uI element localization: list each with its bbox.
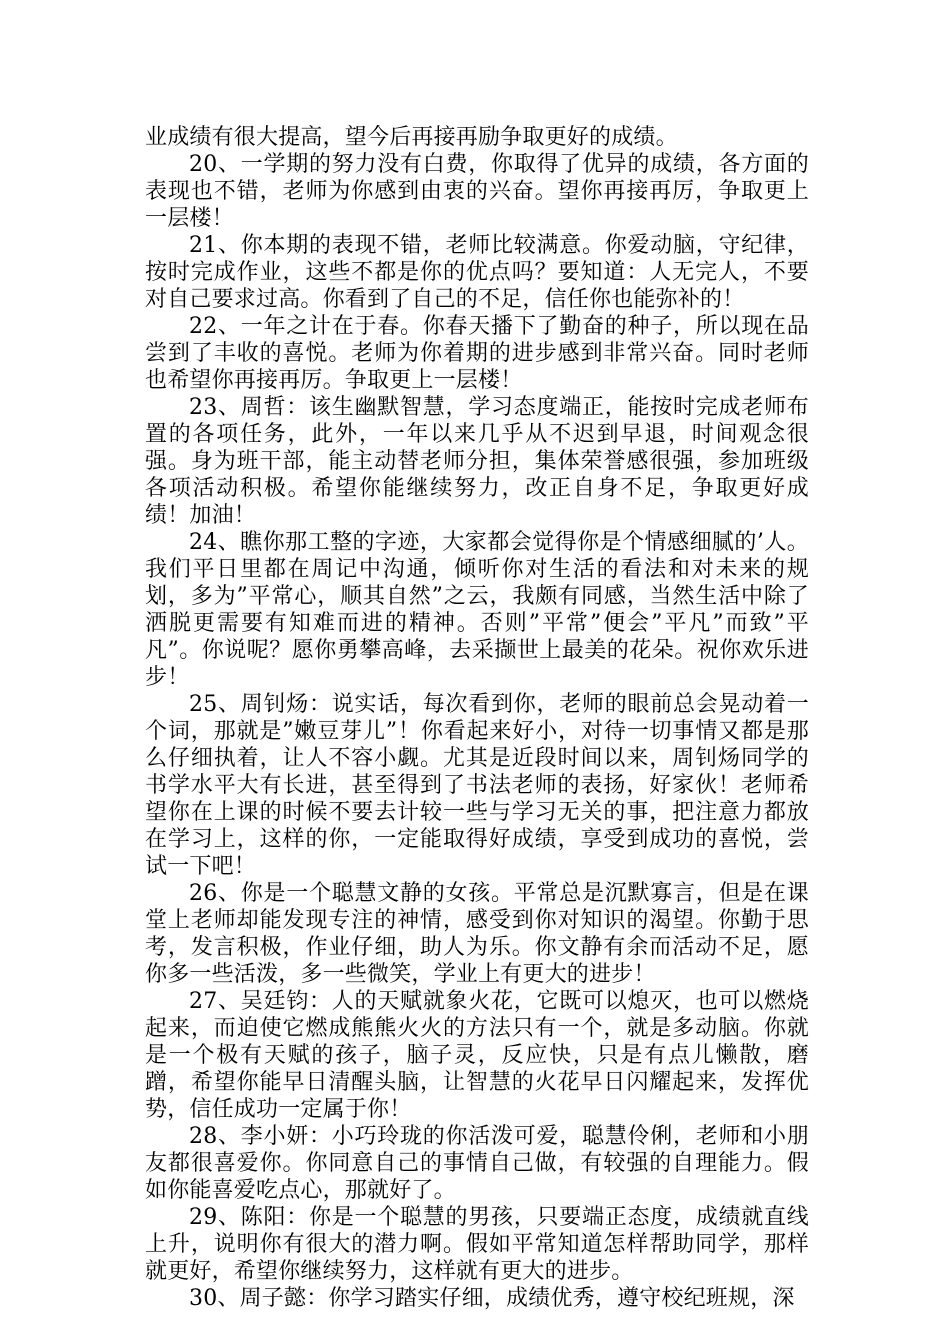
comment-27: 27、吴廷钧：人的天赋就象火花，它既可以熄灭，也可以燃烧起来，而迫使它燃成熊熊火火的方法只有一个，就是多动脑。你就是一个极有天赋的孩子，脑子灵，反应快，只是有点儿懒散，磨蹭，希望你能早日清醒头脑，让智慧的火花早日闪耀起来，发挥优势，信任成功一定属于你！	[145, 989, 809, 1122]
comment-30: 30、周子懿：你学习踏实仔细，成绩优秀，遵守校纪班规，深	[189, 1286, 795, 1311]
comment-24: 24、瞧你那工整的字迹，大家都会觉得你是个情感细腻的’人。我们平日里都在周记中沟通，倾听你对生活的看法和对未来的规划，多为”平常心，顺其自然”之云，我颇有同感，当然生活中除了洒脱更需要有知难而进的精神。否则”平常”便会”平凡”而致”平凡”。你说呢？愿你勇攀高峰，去采撷世上最美的花朵。祝你欢乐进步！	[145, 530, 809, 690]
comment-22: 22、一年之计在于春。你春天播下了勤奋的种子，所以现在品尝到了丰收的喜悦。老师为你着期的进步感到非常兴奋。同时老师也希望你再接再厉。争取更上一层楼！	[145, 314, 809, 393]
comment-28: 28、李小妍：小巧玲珑的你活泼可爱，聪慧伶俐，老师和小朋友都很喜爱你。你同意自己的事情自己做，有较强的自理能力。假如你能喜爱吃点心，那就好了。	[145, 1124, 809, 1203]
comment-29: 29、陈阳：你是一个聪慧的男孩，只要端正态度，成绩就直线上升，说明你有很大的潜力啊。假如平常知道怎样帮助同学，那样就更好，希望你继续努力，这样就有更大的进步。	[145, 1205, 809, 1284]
comment-26: 26、你是一个聪慧文静的女孩。平常总是沉默寡言，但是在课堂上老师却能发现专注的神情，感受到你对知识的渴望。你勤于思考，发言积极，作业仔细，助人为乐。你文静有余而活动不足，愿你多一些活泼，多一些微笑，学业上有更大的进步！	[145, 881, 809, 987]
comment-20: 20、一学期的努力没有白费，你取得了优异的成绩，各方面的表现也不错，老师为你感到由衷的兴奋。望你再接再厉，争取更上一层楼！	[145, 152, 809, 231]
comment-23: 23、周哲：该生幽默智慧，学习态度端正，能按时完成老师布置的各项任务，此外，一年以来几乎从不迟到早退，时间观念很强。身为班干部，能主动替老师分担，集体荣誉感很强，参加班级各项活动积极。希望你能继续努力，改正自身不足，争取更好成绩！加油！	[145, 395, 809, 528]
paragraph-continued: 业成绩有很大提高，望今后再接再励争取更好的成绩。	[145, 125, 678, 150]
comment-21: 21、你本期的表现不错，老师比较满意。你爱动脑，守纪律，按时完成作业，这些不都是你的优点吗？要知道：人无完人，不要对自己要求过高。你看到了自己的不足，信任你也能弥补的！	[145, 233, 809, 312]
comment-25: 25、周钊炀：说实话，每次看到你，老师的眼前总会晃动着一个词，那就是”嫩豆芽儿”！你看起来好小，对待一切事情又都是那么仔细执着，让人不容小觑。尤其是近段时间以来，周钊炀同学的书学水平大有长进，甚至得到了书法老师的表扬，好家伙！老师希望你在上课的时候不要去计较一些与学习无关的事，把注意力都放在学习上，这样的你，一定能取得好成绩，享受到成功的喜悦，尝试一下吧！	[145, 692, 809, 879]
document-body	[145, 124, 809, 1312]
